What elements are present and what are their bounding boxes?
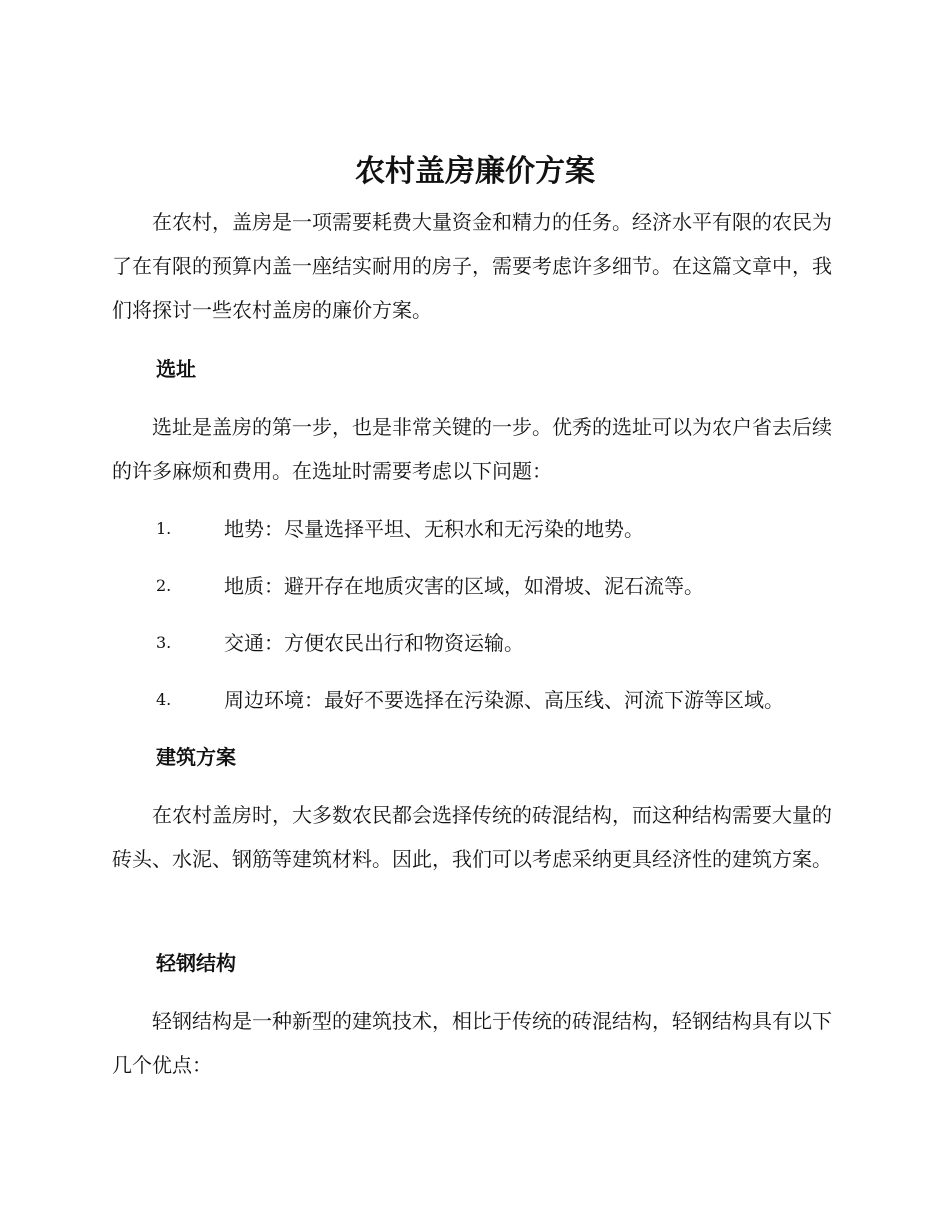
site-paragraph: 选址是盖房的第一步，也是非常关键的一步。优秀的选址可以为农户省去后续的许多麻烦和费用。在选址时需要考虑以下问题：	[112, 415, 832, 483]
building-paragraph: 在农村盖房时，大多数农民都会选择传统的砖混结构，而这种结构需要大量的砖头、水泥、钢筋等建筑材料。因此，我们可以考虑采纳更具经济性的建筑方案。	[112, 803, 832, 871]
building-paragraph-block	[112, 793, 832, 881]
list-item	[112, 564, 832, 608]
steel-section	[112, 941, 832, 985]
document-title: 农村盖房廉价方案	[355, 154, 595, 189]
intro-paragraph: 在农村，盖房是一项需要耗费大量资金和精力的任务。经济水平有限的农民为了在有限的预算内盖一座结实耐用的房子，需要考虑许多细节。在这篇文章中，我们将探讨一些农村盖房的廉价方案。	[112, 210, 832, 322]
list-item	[112, 507, 832, 551]
section-heading-site: 选址	[156, 357, 196, 381]
site-paragraph-block	[112, 405, 832, 493]
site-section	[112, 347, 832, 391]
steel-paragraph: 轻钢结构是一种新型的建筑技术，相比于传统的砖混结构，轻钢结构具有以下几个优点：	[112, 1009, 832, 1077]
list-item-text: 交通：方便农民出行和物资运输。	[224, 631, 524, 655]
list-item-text: 地势：尽量选择平坦、无积水和无污染的地势。	[224, 517, 644, 541]
steel-paragraph-block	[112, 999, 832, 1087]
list-item-number: 3.	[156, 633, 172, 652]
list-item-number: 2.	[156, 576, 172, 595]
list-item-text: 地质：避开存在地质灾害的区域，如滑坡、泥石流等。	[224, 574, 704, 598]
list-item-number: 1.	[156, 519, 172, 538]
list-item	[112, 678, 832, 722]
section-heading-building: 建筑方案	[156, 745, 236, 769]
list-item	[112, 621, 832, 665]
section-heading-steel: 轻钢结构	[156, 951, 236, 975]
building-section	[112, 735, 832, 779]
list-item-text: 周边环境：最好不要选择在污染源、高压线、河流下游等区域。	[224, 688, 784, 712]
list-item-number: 4.	[156, 690, 172, 709]
intro-block	[112, 200, 832, 332]
